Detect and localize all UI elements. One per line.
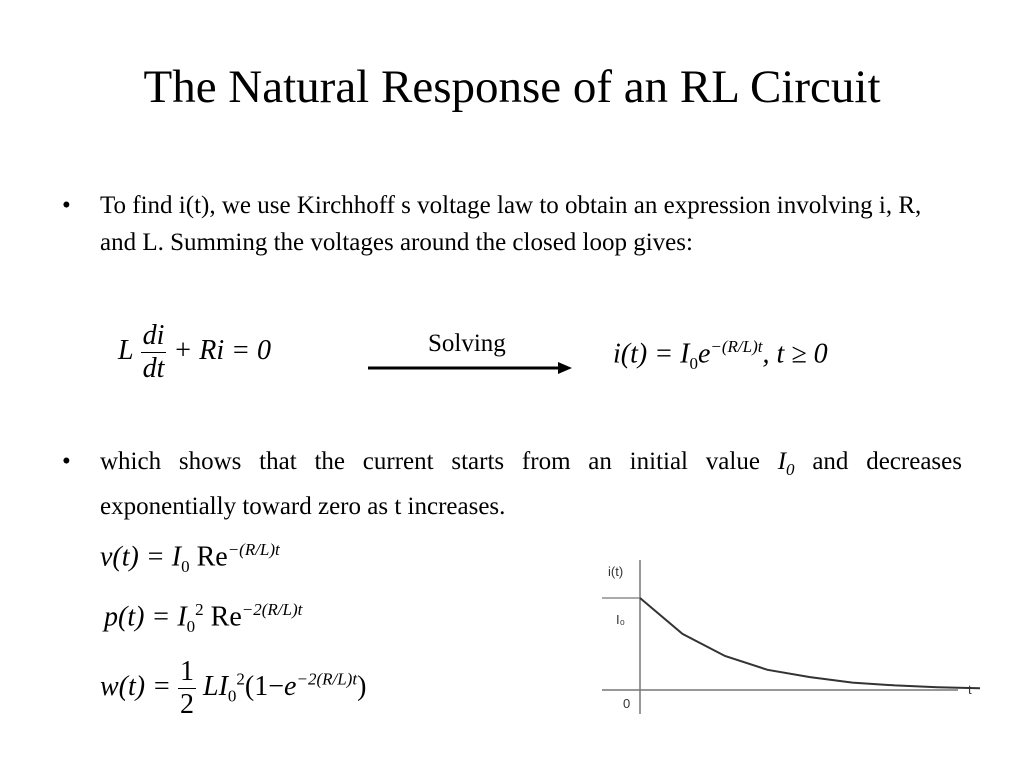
v-sub0: 0 — [181, 556, 190, 576]
v-lhs: v(t) = I — [100, 541, 182, 573]
eq-L: L — [118, 334, 134, 366]
bullet-decay — [62, 443, 962, 525]
half-fraction — [178, 656, 196, 721]
sol-condition: , t ≥ 0 — [762, 338, 828, 370]
power-equation — [104, 600, 302, 637]
decay-I: I — [777, 448, 787, 475]
w-sub0: 0 — [227, 686, 237, 706]
bullet-kvl-text: To find i(t), we use Kirchhoff s voltage law to obtain an expression involving i, R, and L. Summing the voltages around the closed loop gives: — [100, 192, 922, 256]
v-Re: Re — [189, 541, 228, 573]
frac-den: dt — [142, 353, 165, 384]
decay-I-sub: 0 — [786, 460, 795, 479]
w-LI: LI — [203, 670, 228, 702]
voltage-equation — [100, 540, 280, 577]
w-lhs: w(t) = — [100, 670, 178, 702]
half-den: 2 — [180, 689, 194, 720]
bullet-dot: • — [62, 192, 71, 219]
graph-i0-label: I₀ — [616, 612, 626, 627]
energy-equation — [100, 656, 366, 721]
graph-x-label: t — [968, 682, 972, 697]
kvl-equation — [118, 320, 271, 385]
p-lhs: p(t) = I — [104, 601, 187, 633]
decay-graph — [596, 556, 986, 716]
decay-plot — [596, 556, 986, 716]
sol-exponent: −(R/L)t — [710, 337, 763, 356]
current-solution — [613, 337, 828, 374]
bullet-kvl — [62, 187, 962, 261]
sol-sub0: 0 — [689, 353, 698, 373]
p-exponent: −2(R/L)t — [241, 600, 303, 619]
solving-arrow-icon — [366, 358, 576, 378]
decay-text-2: and decreases exponentially toward zero as t increases. — [100, 448, 962, 520]
w-open: (1− — [244, 670, 285, 702]
sol-e: e — [697, 338, 711, 370]
decay-curve — [640, 598, 980, 688]
p-Re: Re — [203, 601, 242, 633]
graph-origin-label: 0 — [623, 696, 631, 711]
w-exponent: −2(R/L)t — [296, 669, 358, 689]
frac-num: di — [142, 320, 165, 351]
solving-label: Solving — [428, 330, 506, 357]
bullet-dot: • — [62, 448, 71, 475]
half-num: 1 — [180, 656, 194, 687]
graph-y-label: i(t) — [608, 564, 624, 579]
eq-rest: + Ri = 0 — [173, 334, 272, 366]
sol-lhs: i(t) = I — [613, 338, 690, 370]
di-dt-fraction — [141, 320, 167, 385]
w-square: 2 — [236, 669, 245, 689]
bullet-decay-text — [100, 443, 962, 525]
p-sub0: 0 — [186, 616, 196, 636]
v-exponent: −(R/L)t — [227, 540, 280, 559]
decay-text-1: which shows that the current starts from an initial value — [100, 448, 778, 475]
w-e: e — [284, 670, 297, 702]
w-close: ) — [357, 670, 367, 702]
p-square: 2 — [195, 600, 204, 619]
slide-title: The Natural Response of an RL Circuit — [143, 61, 881, 113]
